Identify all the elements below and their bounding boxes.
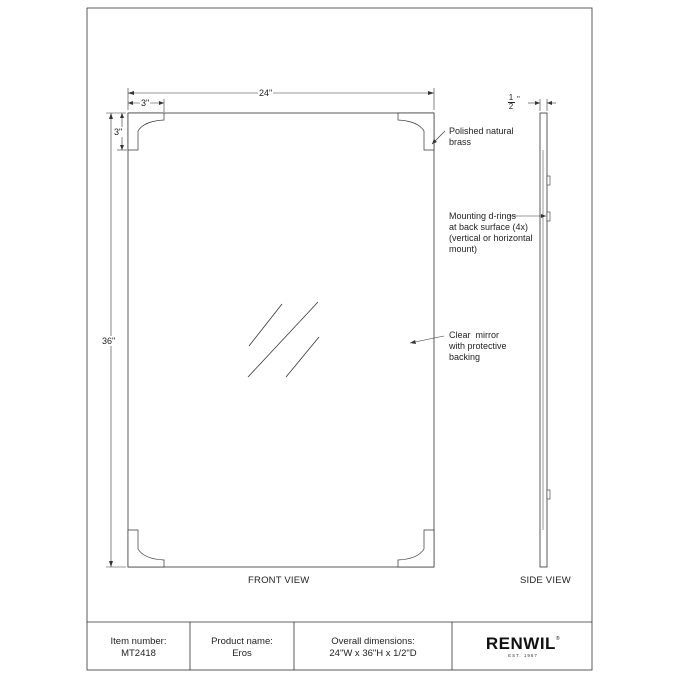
mirror-callout-line-3: backing [449, 352, 481, 362]
overall-dimensions-cell [294, 628, 452, 668]
product-name-cell [190, 628, 294, 668]
mirror-callout [449, 330, 507, 363]
mirror-callout-line-2: with protective [449, 341, 507, 351]
brand-name: RENWIL [485, 634, 556, 653]
brass-corner-bottom-left [128, 530, 164, 567]
side-view-label: SIDE VIEW [520, 575, 571, 586]
mirror-outline [128, 113, 434, 567]
depth-unit: " [517, 95, 520, 104]
brand-wordmark [478, 634, 568, 654]
product-name-value: Eros [232, 648, 252, 659]
brass-corner-bottom-right [398, 530, 434, 567]
glass-reflection-1 [249, 304, 282, 346]
corner-w-dim-label: 3" [141, 98, 150, 108]
depth-numerator: 1 [508, 93, 514, 102]
mirror-callout-line-1: Clear mirror [449, 330, 500, 340]
d-ring-3 [547, 490, 550, 499]
brass-corner-top-right [398, 113, 434, 150]
overall-dimensions-label: Overall dimensions: [331, 636, 415, 647]
item-number-label: Item number: [110, 636, 167, 647]
glass-reflection-3 [286, 337, 319, 377]
brass-callout-line-1: Polished natural [449, 126, 514, 136]
side-profile [540, 113, 547, 567]
depth-denominator: 2 [508, 102, 514, 111]
item-number-value: MT2418 [121, 648, 156, 659]
brass-callout [449, 126, 514, 148]
glass-reflection-2 [248, 302, 318, 377]
height-dim-label: 36" [102, 336, 116, 346]
dring-callout-line-1: Mounting d-rings [449, 211, 517, 221]
d-ring-1 [547, 176, 550, 185]
registered-mark: ® [555, 636, 561, 642]
brass-corner-top-left [128, 113, 164, 150]
brand-logo [478, 634, 568, 658]
d-ring-2 [547, 212, 550, 221]
width-dim-label: 24" [259, 88, 273, 98]
brass-callout-line-2: brass [449, 137, 472, 147]
front-view-label: FRONT VIEW [248, 575, 310, 586]
dring-callout-line-2: at back surface (4x) [449, 222, 529, 232]
brand-established: EST. 1967 [508, 653, 538, 658]
dring-callout-line-4: mount) [449, 244, 478, 254]
product-name-label: Product name: [211, 636, 273, 647]
dring-callout [449, 211, 533, 255]
overall-dimensions-value: 24"W x 36"H x 1/2"D [329, 648, 417, 659]
dring-callout-line-3: (vertical or horizontal [449, 233, 533, 243]
corner-h-dim-label: 3" [114, 127, 123, 137]
item-number-cell [87, 628, 190, 668]
